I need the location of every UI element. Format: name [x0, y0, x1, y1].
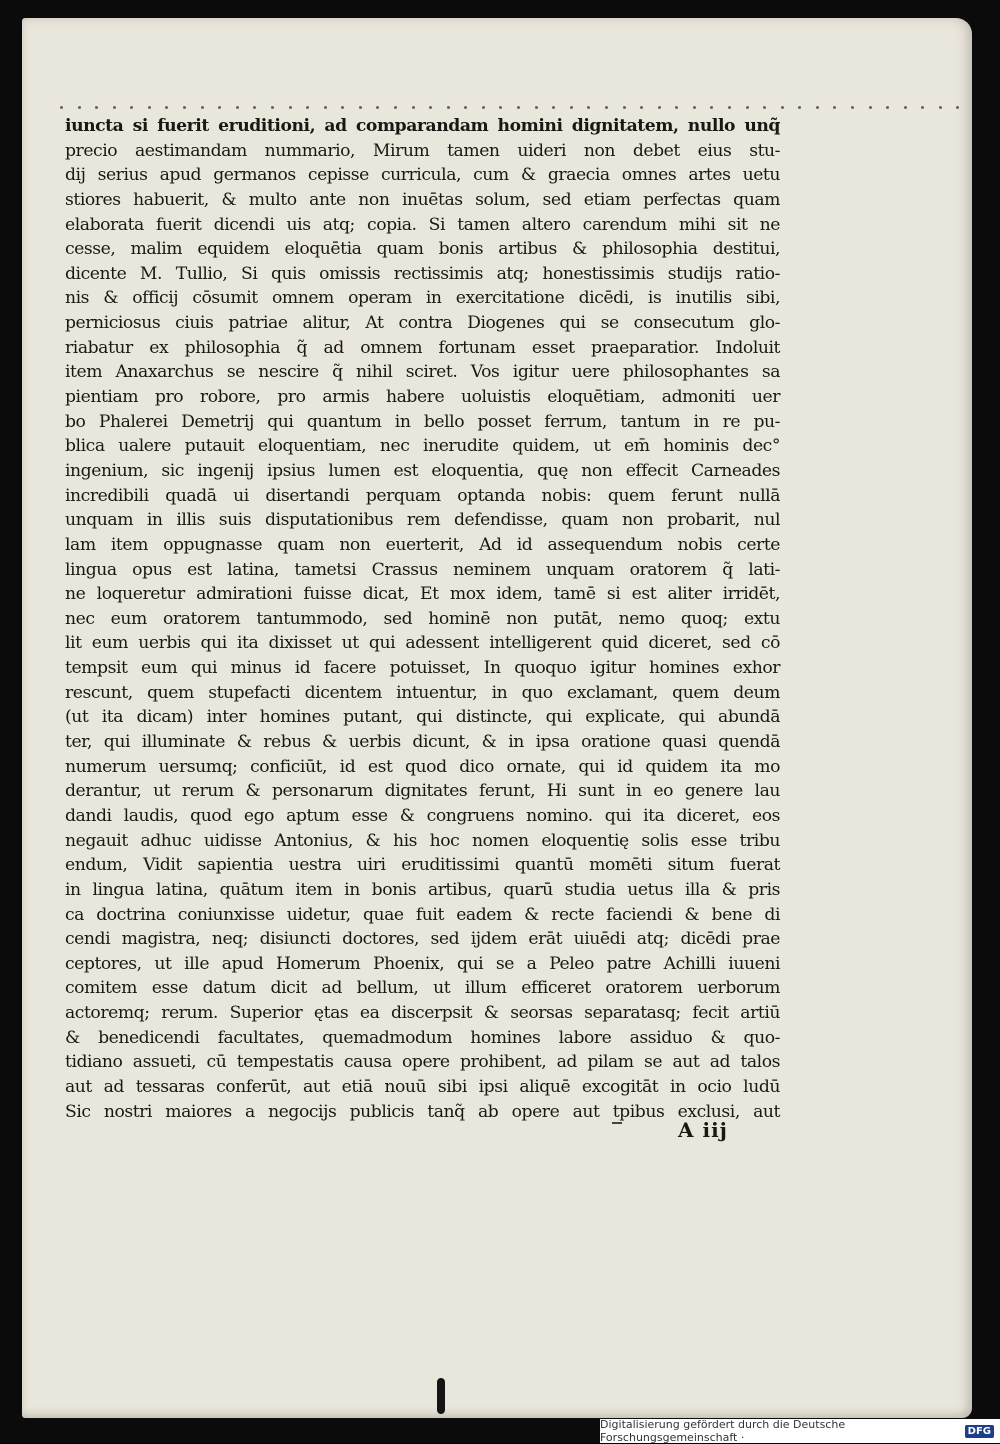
text-line: Sic nostri maiores a negocijs publicis tanq̃ ab opere aut tpibus exclusi, aut [65, 1101, 780, 1122]
ruling-dot [253, 106, 256, 109]
ruling-dot [201, 106, 204, 109]
text-line: nec eum oratorem tantummodo, sed hominē non putāt, nemo quoq; extu [65, 608, 780, 629]
text-line: stiores habuerit, & multo ante non inuētas solum, sed etiam perfectas quam [65, 189, 780, 210]
dfg-logo: DFG [965, 1425, 994, 1438]
ruling-dot [693, 106, 696, 109]
text-line: cesse, malim equidem eloquētia quam bonis artibus & philosophia destitui, [65, 239, 780, 260]
footer-bar [600, 1419, 1000, 1443]
text-line: iuncta si fuerit eruditioni, ad comparandam homini dignitatem, nullo unq̃ [65, 116, 780, 136]
text-line: lit eum uerbis qui ita dixisset ut qui adessent intelligerent quid diceret, sed cō [65, 633, 780, 654]
catchword-dash [612, 1122, 622, 1124]
text-line: bo Phalerei Demetrij qui quantum in bello posset ferrum, tantum in re pu- [65, 411, 780, 432]
ruling-dot [798, 106, 801, 109]
text-line: ca doctrina coniunxisse uidetur, quae fuit eadem & recte faciendi & bene di [65, 904, 780, 925]
ruling-dot [763, 106, 766, 109]
ruling-dot [464, 106, 467, 109]
ruling-dot [746, 106, 749, 109]
text-line: comitem esse datum dicit ad bellum, ut illum efficeret oratorem uerborum [65, 978, 780, 999]
ruling-dot [130, 106, 133, 109]
ruling-dot [60, 106, 63, 109]
text-line: dij serius apud germanos cepisse curricula, cum & graecia omnes artes uetu [65, 165, 780, 186]
ruling-dot [78, 106, 81, 109]
ruling-dot [816, 106, 819, 109]
text-line: aut ad tessaras conferūt, aut etiā nouū sibi ipsi aliquē excogitāt in ocio ludū [65, 1076, 780, 1097]
text-line: lam item oppugnasse quam non euerterit, Ad id assequendum nobis certe [65, 534, 780, 555]
text-line: numerum uersumq; conficiūt, id est quod dico ornate, qui id quidem ita mo [65, 756, 780, 777]
ruling-dot [710, 106, 713, 109]
text-line: nis & officij cōsumit omnem operam in exercitatione dicēdi, is inutilis sibi, [65, 288, 780, 309]
ruling-dot [499, 106, 502, 109]
text-line: unquam in illis suis disputationibus rem defendisse, quam non probarit, nul [65, 510, 780, 531]
ruling-dot [306, 106, 309, 109]
ruling-dot [183, 106, 186, 109]
ruling-dot [869, 106, 872, 109]
ruling-dot [324, 106, 327, 109]
ruling-dot [939, 106, 942, 109]
ruling-dot [359, 106, 362, 109]
text-line: elaborata fuerit dicendi uis atq; copia. Si tamen altero carendum mihi sit ne [65, 214, 780, 235]
text-line: dandi laudis, quod ego aptum esse & congruens nomino. qui ita diceret, eos [65, 805, 780, 826]
ruling-dot [535, 106, 538, 109]
ruling-dot [904, 106, 907, 109]
binding-stitch-mark [437, 1378, 445, 1414]
text-line: ceptores, ut ille apud Homerum Phoenix, qui se a Peleo patre Achilli iuueni [65, 953, 780, 974]
ruling-dot [658, 106, 661, 109]
body-text [65, 114, 780, 1124]
ruling-dot [236, 106, 239, 109]
text-line: precio aestimandam nummario, Mirum tamen uideri non debet eius stu- [65, 140, 780, 161]
text-line: item Anaxarchus se nescire q̃ nihil sciret. Vos igitur uere philosophantes sa [65, 362, 780, 383]
ruling-dot [289, 106, 292, 109]
ruling-dot [728, 106, 731, 109]
text-line: lingua opus est latina, tametsi Crassus neminem unquam oratorem q̃ lati- [65, 559, 780, 580]
ruling-dot [833, 106, 836, 109]
text-line: ne loqueretur admirationi fuisse dicat, Et mox idem, tamē si est aliter irridēt, [65, 584, 780, 605]
text-line: dicente M. Tullio, Si quis omissis rectissimis atq; honestissimis studijs ratio- [65, 263, 780, 284]
ruling-dot [165, 106, 168, 109]
ruling-dot [482, 106, 485, 109]
ruling-dot [886, 106, 889, 109]
ruling-dot [341, 106, 344, 109]
text-line: perniciosus ciuis patriae alitur, At contra Diogenes qui se consecutum glo- [65, 313, 780, 334]
ruling-dot [956, 106, 959, 109]
ruling-dot [429, 106, 432, 109]
text-line: pientiam pro robore, pro armis habere uoluistis eloquētiam, admoniti uer [65, 387, 780, 408]
ruling-dot [623, 106, 626, 109]
text-line: rescunt, quem stupefacti dicentem intuentur, in quo exclamant, quem deum [65, 682, 780, 703]
ruling-dot [781, 106, 784, 109]
signature-mark: A iij [678, 1118, 728, 1142]
text-line: ingenium, sic ingenij ipsius lumen est eloquentia, quę non effecit Carneades [65, 460, 780, 481]
ruling-dot [148, 106, 151, 109]
ruling-dot [412, 106, 415, 109]
ruling-dot [587, 106, 590, 109]
ruling-dot [517, 106, 520, 109]
text-line: tidiano assueti, cū tempestatis causa opere prohibent, ad pilam se aut ad talos [65, 1052, 780, 1073]
ruling-dot [376, 106, 379, 109]
ruling-dot [271, 106, 274, 109]
ruling-dot [851, 106, 854, 109]
text-line: actoremq; rerum. Superior ętas ea discerpsit & seorsas separatasq; fecit artiū [65, 1003, 780, 1024]
text-line: riabatur ex philosophia q̃ ad omnem fortunam esset praeparatior. Indoluit [65, 337, 780, 358]
text-line: blica ualere putauit eloquentiam, nec inerudite quidem, ut em̄ hominis dec° [65, 436, 780, 457]
ruling-dot [605, 106, 608, 109]
text-line: ter, qui illuminate & rebus & uerbis dicunt, & in ipsa oratione quasi quendā [65, 732, 780, 753]
ruling-dot [447, 106, 450, 109]
ruling-dot [570, 106, 573, 109]
text-line: derantur, ut rerum & personarum dignitates ferunt, Hi sunt in eo genere lau [65, 781, 780, 802]
funding-credit: Digitalisierung gefördert durch die Deutsche Forschungsgemeinschaft · [600, 1418, 846, 1444]
text-line: & benedicendi facultates, quemadmodum homines labore assiduo & quo- [65, 1027, 780, 1048]
text-line: (ut ita dicam) inter homines putant, qui distincte, qui explicate, qui abundā [65, 707, 780, 728]
text-line: endum, Vidit sapientia uestra uiri eruditissimi quantū momēti situm fuerat [65, 855, 780, 876]
text-line: incredibili quadā ui disertandi perquam optanda nobis: quem ferunt nullā [65, 485, 780, 506]
ruling-dot [640, 106, 643, 109]
ruling-dot [675, 106, 678, 109]
ruling-dot [552, 106, 555, 109]
ruling-dot [394, 106, 397, 109]
text-line: negauit adhuc uidisse Antonius, & his hoc nomen eloquentię solis esse tribu [65, 830, 780, 851]
ruling-dot [95, 106, 98, 109]
ruling-dot [218, 106, 221, 109]
text-line: tempsit eum qui minus id facere potuisset, In quoquo igitur homines exhor [65, 658, 780, 679]
text-line: in lingua latina, quātum item in bonis artibus, quarū studia uetus illa & pris [65, 879, 780, 900]
text-line: cendi magistra, neq; disiuncti doctores, sed ijdem erāt uiuēdi atq; dicēdi prae [65, 929, 780, 950]
ruling-dot [113, 106, 116, 109]
ruling-dot [921, 106, 924, 109]
